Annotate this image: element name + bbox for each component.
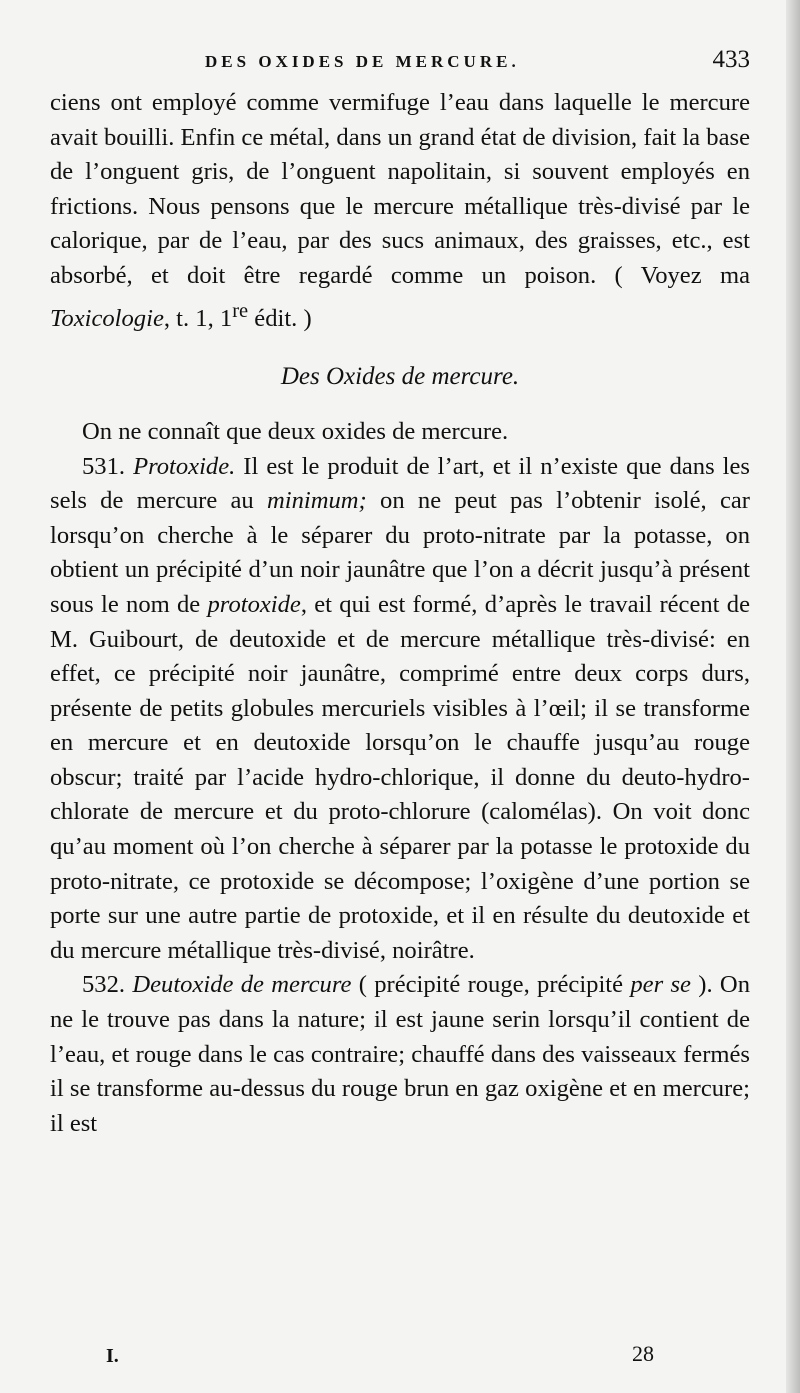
page-header	[50, 46, 750, 80]
paragraph-number: 531.	[82, 452, 126, 480]
paragraph-text: ciens ont employé comme vermifuge l’eau dans laquelle le mercure avait bouilli. Enfin ce métal, dans un grand état de division, fait la base de l’onguent gris, de l’onguent napolitain, si souvent employés en frictions. Nous pensons que le mercure métallique très-divisé par le calorique, par de l’eau, par des sucs animaux, des graisses, etc., est absorbé, et doit être regardé comme un poison. ( Voyez ma	[50, 89, 750, 289]
paragraph-532	[50, 968, 750, 1141]
paragraph-continuation	[50, 86, 750, 336]
paragraph-term: Protoxide.	[133, 452, 236, 480]
paragraph-text: , t. 1, 1	[163, 304, 233, 332]
book-title: Toxicologie	[50, 304, 164, 332]
running-title: DES OXIDES DE MERCURE.	[205, 52, 520, 71]
signature-number: 28	[632, 1341, 654, 1366]
paragraph-intro: On ne connaît que deux oxides de mercure.	[82, 417, 509, 445]
paragraph-term: protoxide	[207, 590, 301, 618]
page-edge-shadow	[786, 0, 800, 1393]
paragraph-term: per se	[630, 971, 691, 999]
paragraph-number: 532.	[82, 971, 126, 999]
paragraph-text: , et qui est formé, d’après le travail récent de M. Guibourt, de deutoxide et de mercure métallique très-divisé: en effet, ce précipité noir jaunâtre, comprimé entre deux corps durs, présente de petits globules mercuriels visibles à l’œil; il se transforme en mercure et en deutoxide lorsqu’on le chauffe jusqu’au rouge obscur; traité par l’acide hydro-chlorique, il donne du deuto-hydro-chlorate de mercure et du proto-chlorure (calomélas). On voit donc qu’au moment où l’on cherche à séparer par la potasse le protoxide du proto-nitrate, ce protoxide se décompose; l’oxigène d’une portion se porte sur une autre partie de protoxide, et il en résulte du deutoxide et du mercure métallique très-divisé, noirâtre.	[50, 590, 750, 964]
body-text	[50, 86, 750, 1141]
paragraph-text: Il est le produit de l’art, et il n’existe que dans les sels de mercure au	[50, 452, 750, 515]
page-footer	[50, 1341, 750, 1375]
paragraph-text: on ne peut pas l’obtenir isolé, car lorsqu’on cherche à le séparer du proto-nitrate par la potasse, on obtient un précipité d’un noir jaunâtre que l’on a décrit jusqu’à présent sous le nom de	[50, 487, 750, 618]
paragraph-term: minimum;	[267, 487, 367, 515]
section-heading: Des Oxides de mercure.	[280, 363, 520, 391]
paragraph-text: édit. )	[248, 304, 312, 332]
signature-mark: I.	[106, 1345, 119, 1367]
paragraph-text: ). On ne le trouve pas dans la nature; il est jaune serin lorsqu’il contient de l’eau, et rouge dans le cas contraire; chauffé dans des vaisseaux fermés il se transforme au-dessus du rouge brun en gaz oxigène et en mercure; il est	[50, 971, 750, 1137]
page-number: 433	[712, 46, 750, 73]
superscript: re	[232, 299, 249, 322]
paragraph-text: ( précipité rouge, précipité	[351, 971, 631, 999]
paragraph-term: Deutoxide de mercure	[132, 971, 352, 999]
paragraph-531	[50, 450, 750, 969]
